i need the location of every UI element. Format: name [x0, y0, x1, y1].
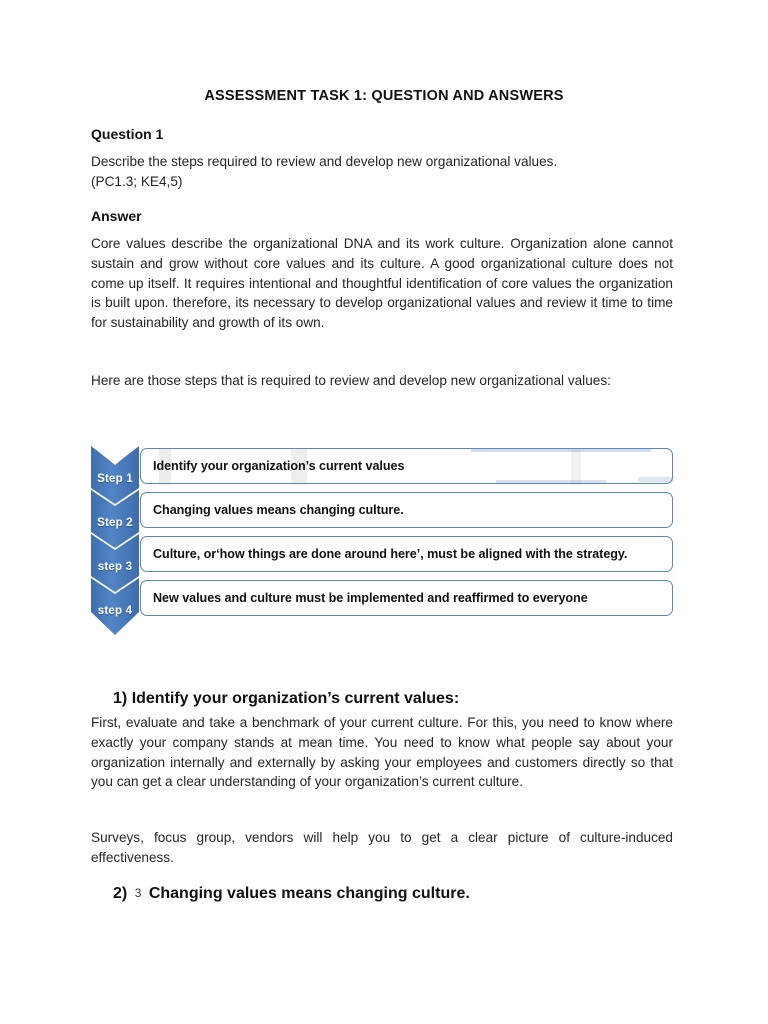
- page-title: ASSESSMENT TASK 1: QUESTION AND ANSWERS: [204, 88, 564, 104]
- scan-artifact: [638, 477, 674, 482]
- scan-artifact: [496, 480, 606, 484]
- section-heading-2: [113, 885, 673, 903]
- step-label-1: Step 1: [97, 473, 133, 485]
- step-label-3: step 3: [97, 561, 133, 573]
- answer-heading: Answer: [91, 208, 142, 224]
- step-box-3[interactable]: [140, 536, 673, 572]
- stray-numeral: 3: [134, 886, 142, 900]
- step-text-3: Culture, or‘how things are done around here’, must be aligned with the strategy.: [153, 547, 628, 561]
- section-heading-1: [113, 690, 673, 708]
- section-heading-text-2: Changing values means changing culture.: [148, 885, 470, 902]
- scan-artifact: [471, 448, 651, 452]
- step-process-diagram: [91, 446, 673, 636]
- step-text-4: New values and culture must be implemented and reaffirmed to everyone: [153, 591, 588, 605]
- step-label-4: step 4: [97, 605, 133, 617]
- step-text-1: Identify your organization’s current values: [153, 459, 405, 473]
- question-heading: Question 1: [91, 126, 164, 142]
- section-marker-1: 1): [113, 690, 128, 707]
- step-box-2[interactable]: [140, 492, 673, 528]
- step-box-1[interactable]: [140, 448, 673, 484]
- answer-paragraph-1: Core values describe the organizational DNA and its work culture. Organization alone cannot sustain and grow without core values and its culture. A good organizational culture does not come up itself. It requires intentional and thoughtful identification of core values the organization is built upon. therefore, its necessary to develop organizational values and review it time to time for sustainability and growth of its own.: [91, 236, 673, 331]
- answer-paragraph-2: Here are those steps that is required to review and develop new organizational values:: [91, 373, 611, 388]
- section-1-paragraph-2: Surveys, focus group, vendors will help you to get a clear picture of culture-induced effectiveness.: [91, 830, 673, 865]
- step-label-2: Step 2: [97, 517, 133, 529]
- section-1-paragraph-1: First, evaluate and take a benchmark of your current culture. For this, you need to know where exactly your company stands at mean time. You need to know what people say about your organization internally and externally by asking your employees and customers directly so that you can get a clear understanding of your organization’s current culture.: [91, 715, 673, 790]
- section-heading-text-1: Identify your organization’s current values:: [131, 690, 460, 707]
- scan-artifact: [571, 449, 581, 485]
- question-text: Describe the steps required to review and develop new organizational values. (PC1.3; KE4,5): [91, 154, 558, 189]
- step-text-2: Changing values means changing culture.: [153, 503, 404, 517]
- section-marker-2: 2): [113, 885, 128, 902]
- step-box-4[interactable]: [140, 580, 673, 616]
